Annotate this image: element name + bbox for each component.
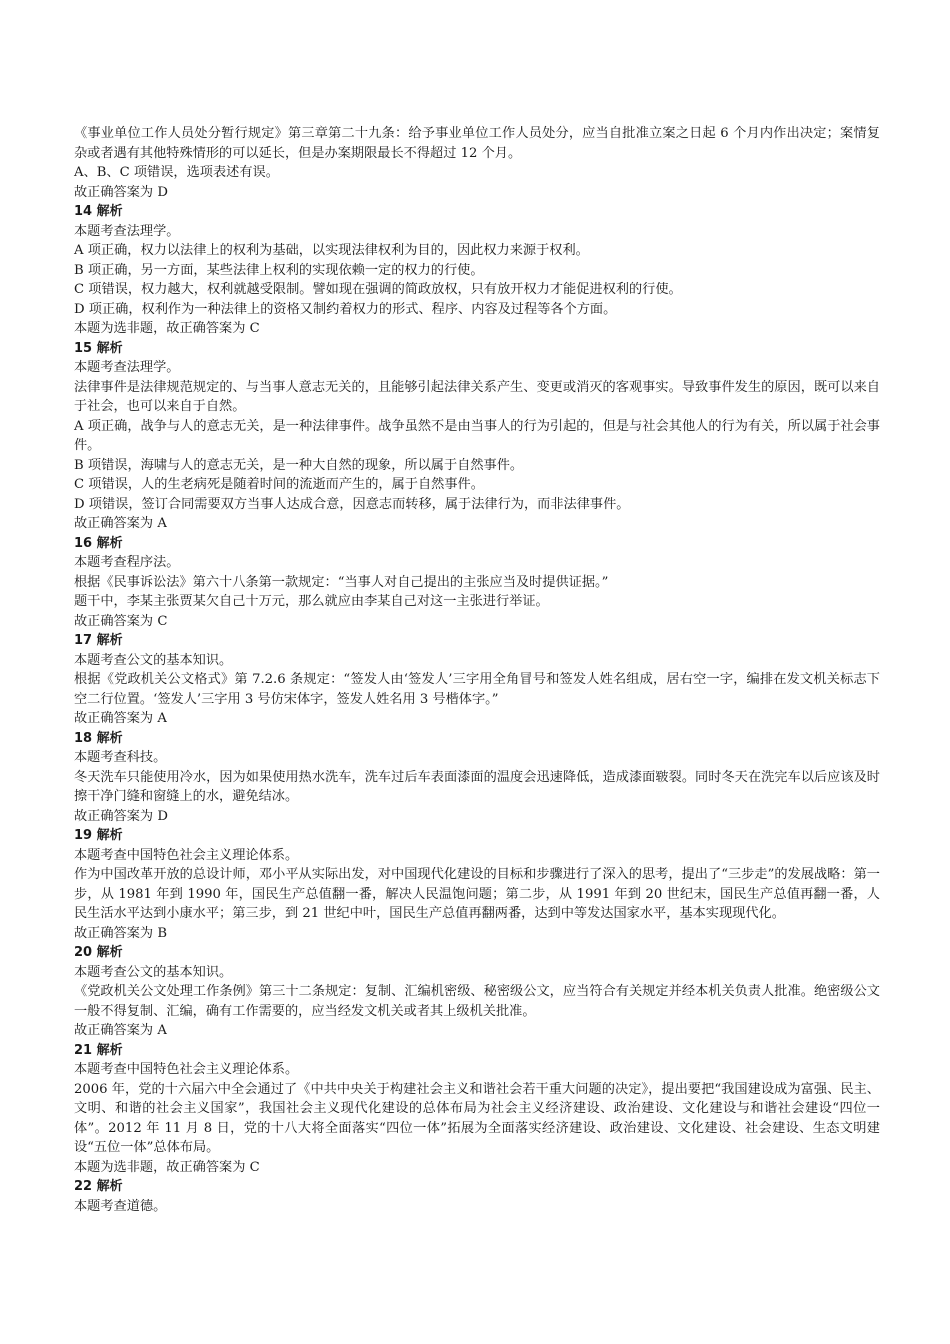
paragraph: 故正确答案为 A [74, 711, 167, 726]
paragraph: 《党政机关公文处理工作条例》第三十二条规定：复制、汇编机密级、秘密级公文，应当符合有关规定并经本机关负责人批准。绝密级公文一般不得复制、汇编，确有工作需要的，应当经发文机关或者其上级机关批准。 [74, 984, 880, 1019]
paragraph: 本题考查中国特色社会主义理论体系。 [74, 1062, 299, 1077]
paragraph: 本题为选非题，故正确答案为 C [74, 321, 260, 336]
paragraph: D 项错误，签订合同需要双方当事人达成合意，因意志而转移，属于法律行为，而非法律事件。 [74, 496, 630, 512]
document-body [74, 124, 880, 1216]
section-heading: 15 解析 [74, 340, 123, 356]
paragraph: 本题考查公文的基本知识。 [74, 652, 233, 668]
paragraph: 故正确答案为 B [74, 925, 168, 941]
paragraph: 本题考查中国特色社会主义理论体系。 [74, 847, 299, 863]
section-heading: 18 解析 [74, 730, 123, 746]
paragraph: 本题为选非题，故正确答案为 C [74, 1159, 260, 1175]
paragraph: C 项错误，人的生老病死是随着时间的流逝而产生的，属于自然事件。 [74, 477, 484, 492]
paragraph: 本题考查道德。 [74, 1198, 167, 1214]
paragraph: D 项正确，权利作为一种法律上的资格又制约着权力的形式、程序、内容及过程等各个方面。 [74, 301, 617, 317]
section-heading: 17 解析 [74, 633, 123, 648]
paragraph: 故正确答案为 C [74, 613, 168, 629]
paragraph: A 项正确，权力以法律上的权利为基础，以实现法律权利为目的，因此权力来源于权利。 [74, 243, 589, 258]
paragraph: B 项正确，另一方面，某些法律上权利的实现依赖一定的权力的行使。 [74, 262, 484, 278]
paragraph: 根据《党政机关公文格式》第 7.2.6 条规定：“签发人由‘签发人’三字用全角冒号和签发人姓名组成，居右空一字，编排在发文机关标志下空二行位置。‘签发人’三字用 3 号仿宋体字，签发人姓名用 3 号楷体字。” [74, 672, 880, 707]
paragraph: 《事业单位工作人员处分暂行规定》第三章第二十九条：给予事业单位工作人员处分，应当自批准立案之日起 6 个月内作出决定；案情复杂或者遇有其他特殊情形的可以延长，但是办案期限最长不得超过 12 个月。 [74, 126, 880, 161]
paragraph: 2006 年，党的十六届六中全会通过了《中共中央关于构建社会主义和谐社会若干重大问题的决定》，提出要把“我国建设成为富强、民主、文明、和谐的社会主义国家”，我国社会主义现代化建设的总体布局为社会主义经济建设、政治建设、文化建设与和谐社会建设“四位一体”。2012 年 11 月 8 日，党的十八大将全面落实“四位一体”拓展为全面落实经济建设、政治建设、文化建设、社会建设、生态文明建设“五位一体”总体布局。 [74, 1081, 880, 1155]
paragraph: 法律事件是法律规范规定的、与当事人意志无关的，且能够引起法律关系产生、变更或消灭的客观事实。导致事件发生的原因，既可以来自于社会，也可以来自于自然。 [74, 379, 880, 414]
paragraph: 题干中，李某主张贾某欠自己十万元，那么就应由李某自己对这一主张进行举证。 [74, 594, 549, 609]
paragraph: 冬天洗车只能使用冷水，因为如果使用热水洗车，洗车过后车表面漆面的温度会迅速降低，造成漆面皲裂。同时冬天在洗完车以后应该及时擦干净门缝和窗缝上的水，避免结冰。 [74, 769, 880, 804]
paragraph: 本题考查公文的基本知识。 [74, 964, 233, 980]
paragraph: 根据《民事诉讼法》第六十八条第一款规定：“当事人对自己提出的主张应当及时提供证据。” [74, 574, 609, 590]
paragraph: 故正确答案为 D [74, 808, 168, 824]
section-heading: 20 解析 [74, 945, 123, 960]
paragraph: A、B、C 项错误，选项表述有误。 [74, 165, 279, 180]
paragraph: 故正确答案为 A [74, 1023, 167, 1038]
paragraph: A 项正确，战争与人的意志无关，是一种法律事件。战争虽然不是由当事人的行为引起的，但是与社会其他人的行为有关，所以属于社会事件。 [74, 418, 880, 453]
paragraph: 本题考查法理学。 [74, 360, 180, 375]
paragraph: C 项错误，权力越大，权利就越受限制。譬如现在强调的简政放权，只有放开权力才能促进权利的行使。 [74, 282, 682, 297]
paragraph: 故正确答案为 A [74, 516, 167, 531]
paragraph: 本题考查程序法。 [74, 555, 180, 570]
section-heading: 21 解析 [74, 1042, 123, 1058]
paragraph: 作为中国改革开放的总设计师，邓小平从实际出发，对中国现代化建设的目标和步骤进行了深入的思考，提出了“三步走”的发展战略：第一步，从 1981 年到 1990 年，国民生产总值翻一番，解决人民温饱问题；第二步，从 1991 年到 20 世纪末，国民生产总值再翻一番，人民生活水平达到小康水平；第三步，到 21 世纪中叶，国民生产总值再翻两番，达到中等发达国家水平，基本实现现代化。 [74, 867, 880, 921]
paragraph: 本题考查科技。 [74, 750, 167, 765]
section-heading: 16 解析 [74, 535, 123, 551]
section-heading: 19 解析 [74, 828, 123, 843]
paragraph: 本题考查法理学。 [74, 223, 180, 239]
section-heading: 14 解析 [74, 204, 123, 219]
paragraph: 故正确答案为 D [74, 184, 168, 200]
section-heading: 22 解析 [74, 1179, 123, 1194]
paragraph: B 项错误，海啸与人的意志无关，是一种大自然的现象，所以属于自然事件。 [74, 457, 524, 473]
